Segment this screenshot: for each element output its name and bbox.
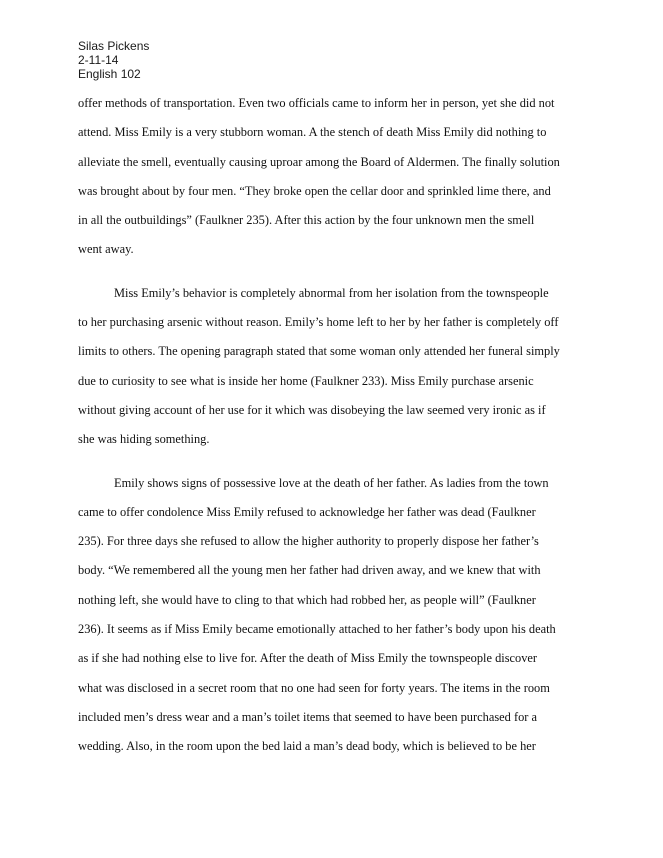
text-line: included men’s dress wear and a man’s toilet items that seemed to have been purchased for a	[78, 709, 537, 724]
text-line: limits to others. The opening paragraph stated that some woman only attended her funeral simply	[78, 344, 560, 359]
essay-body	[78, 89, 598, 762]
text-line: alleviate the smell, eventually causing uproar among the Board of Aldermen. The finally solution	[78, 154, 560, 169]
paragraph	[78, 89, 598, 265]
paragraph-spacer	[78, 455, 598, 469]
text-line: in all the outbuildings” (Faulkner 235). After this action by the four unknown men the smell	[78, 213, 535, 228]
text-line: offer methods of transportation. Even two officials came to inform her in person, yet she did not	[78, 96, 555, 110]
text-line: attend. Miss Emily is a very stubborn woman. A the stench of death Miss Emily did nothing to	[78, 125, 547, 140]
text-line: went away.	[78, 242, 134, 257]
text-line: came to offer condolence Miss Emily refused to acknowledge her father was dead (Faulkner	[78, 504, 536, 519]
text-line: what was disclosed in a secret room that no one had seen for forty years. The items in the room	[78, 680, 550, 695]
paragraph	[78, 469, 598, 762]
text-line: nothing left, she would have to cling to that which had robbed her, as people will” (Faulkner	[78, 592, 536, 607]
text-line: 235). For three days she refused to allow the higher authority to properly dispose her father’s	[78, 534, 539, 549]
course-name: English 102	[78, 67, 141, 81]
text-line: 236). It seems as if Miss Emily became emotionally attached to her father’s body upon his death	[78, 622, 556, 637]
text-line: wedding. Also, in the room upon the bed laid a man’s dead body, which is believed to be her	[78, 739, 536, 754]
text-line: as if she had nothing else to live for. After the death of Miss Emily the townspeople discover	[78, 651, 538, 666]
text-line: due to curiosity to see what is inside her home (Faulkner 233). Miss Emily purchase arsenic	[78, 373, 534, 388]
text-line: was brought about by four men. “They broke open the cellar door and sprinkled lime there, and	[78, 183, 551, 198]
author-name: Silas Pickens	[78, 39, 150, 53]
paragraph-spacer	[78, 265, 598, 279]
text-line: body. “We remembered all the young men her father had driven away, and we knew that with	[78, 563, 541, 578]
text-line: Miss Emily’s behavior is completely abnormal from her isolation from the townspeople	[114, 285, 549, 300]
text-line: she was hiding something.	[78, 432, 210, 447]
document-date: 2-11-14	[78, 53, 119, 67]
text-line: to her purchasing arsenic without reason. Emily’s home left to her by her father is completely off	[78, 315, 559, 330]
document-header	[78, 39, 149, 81]
paragraph	[78, 279, 598, 455]
text-line: Emily shows signs of possessive love at the death of her father. As ladies from the town	[114, 475, 549, 490]
text-line: without giving account of her use for it which was disobeying the law seemed very ironic as if	[78, 402, 546, 417]
